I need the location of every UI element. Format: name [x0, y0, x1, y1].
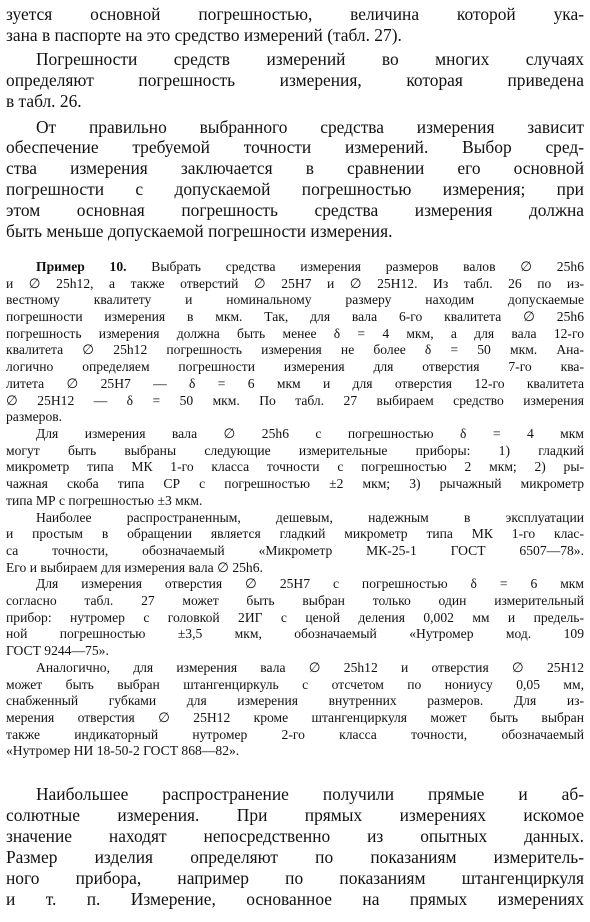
small-paragraph-micrometer [6, 510, 584, 577]
text-line: ной погрешностью ±3,5 мкм, обозначаемый «Нутромер мод. 109 [6, 626, 584, 642]
text-line: «Нутромер НИ 18-50-2 ГОСТ 868—82». [6, 743, 240, 759]
text-line: погрешности измерения в мкм. Так, для вала 6-го квалитета ∅ 25h6 [6, 309, 584, 325]
text-line: могут быть выбраны следующие измерительные приборы: 1) гладкий [6, 442, 584, 458]
text-line: и т. п. Измерение, основанное на прямых измерениях [6, 888, 584, 909]
paragraph-errors-of-instruments [6, 49, 584, 112]
text-line: погрешности с допускаемой погрешностью измерения; при [6, 179, 584, 200]
text-line: От правильно выбранного средства измерения зависит [36, 116, 584, 137]
example-text: Выбрать средства измерения размеров валов ∅ 25h6 [126, 258, 584, 274]
small-paragraph-hole-h7 [6, 576, 584, 660]
text-line: и ∅ 25h12, а также отверстий ∅ 25H7 и ∅ 25H12. Из табл. 26 по из- [6, 275, 584, 291]
text-line: прибор: нутромер с головкой 2ИГ с ценой деления 0,002 мм и предель- [6, 609, 584, 625]
text-line: солютные измерения. При прямых измерениях искомое [6, 804, 584, 825]
text-line: и простым в обращении является гладкий микрометр типа МК 1-го клас- [6, 526, 584, 542]
text-line: также индикаторный нутромер 2-го класса точности, обозначаемый [6, 726, 584, 742]
text-line: Для измерения отверстия ∅ 25H7 с погрешностью δ = 6 мкм [36, 576, 584, 592]
text-line: Наиболее распространенным, дешевым, надежным в эксплуатации [36, 509, 584, 525]
text-line: снабженный губками для измерения внутренних размеров. Для из- [6, 693, 584, 709]
text-line: согласно табл. 27 может быть выбран только один измерительный [6, 593, 584, 609]
small-paragraph-shaft-h6 [6, 426, 584, 510]
document-page [6, 0, 584, 910]
text-line: определяют погрешность измерения, которая приведена [6, 69, 584, 90]
text-line: вестному квалитету и номинальному размеру находим допускаемые [6, 292, 584, 308]
text-line: обеспечение требуемой точности измерений. Выбор сред- [6, 137, 584, 158]
text-line: Размер изделия определяют по показаниям измеритель- [6, 846, 584, 867]
text-line: ГОСТ 9244—75». [6, 643, 109, 659]
text-line: литета ∅ 25H7 — δ = 6 мкм и для отверстия 12-го квалитета [6, 375, 584, 391]
text-line: Его и выбираем для измерения вала ∅ 25h6. [6, 559, 263, 575]
text-line: погрешность измерения должна быть менее δ = 4 мкм, а для вала 12-го [6, 325, 584, 341]
text-line: Наибольшее распространение получили прямые и аб- [36, 784, 584, 805]
text-line: может быть выбран штангенциркуль с отсчетом по нониусу 0,05 мм, [6, 676, 584, 692]
text-line: зуется основной погрешностью, величина которой ука- [6, 4, 584, 24]
paragraph-direct-measurements [6, 784, 584, 909]
text-line: Аналогично, для измерения вала ∅ 25h12 и отверстия ∅ 25H12 [36, 659, 584, 675]
paragraph-continuation [6, 4, 584, 46]
text-line: ного прибора, например по показаниям штангенциркуля [6, 867, 584, 888]
text-line: Для измерения вала ∅ 25h6 с погрешностью δ = 4 мкм [36, 426, 584, 441]
text-line: са точности, обозначаемый «Микрометр МК-25-1 ГОСТ 6507—78». [6, 542, 584, 558]
text-line: квалитета ∅ 25h12 погрешность измерения не более δ = 50 мкм. Ана- [6, 342, 584, 358]
text-line: зана в паспорте на это средство измерений (табл. 27). [6, 24, 402, 45]
text-line: быть меньше допускаемой погрешности измерения. [6, 221, 393, 242]
text-line: ства измерения заключается в сравнении его основной [6, 158, 584, 179]
example-first-line [6, 259, 584, 276]
text-line: этом основная погрешность средства измерения должна [6, 200, 584, 221]
text-line: в табл. 26. [6, 90, 82, 111]
example-10 [6, 259, 584, 760]
text-line: Погрешности средств измерений во многих случаях [36, 48, 584, 69]
text-line: значение находят непосредственно из опытных данных. [6, 825, 584, 846]
text-line: типа МР с погрешностью ±3 мкм. [6, 492, 203, 508]
text-line: чажная скоба типа СР с погрешностью ±2 мкм; 3) рычажный микрометр [6, 476, 584, 492]
text-line: микрометр типа МК 1-го класса точности с погрешностью 2 мкм; 2) ры- [6, 459, 584, 475]
paragraph-instrument-selection [6, 117, 584, 242]
example-heading: Пример 10. [36, 258, 127, 274]
small-paragraph-caliper [6, 660, 584, 760]
text-line: размеров. [6, 409, 63, 425]
text-line: мерения отверстия ∅ 25H12 кроме штангенциркуля может быть выбран [6, 709, 584, 725]
text-line: ∅ 25H12 — δ = 50 мкм. По табл. 27 выбираем средство измерения [6, 392, 584, 408]
text-line: логично определяем погрешности измерения для отверстия 7-го ква- [6, 359, 584, 375]
